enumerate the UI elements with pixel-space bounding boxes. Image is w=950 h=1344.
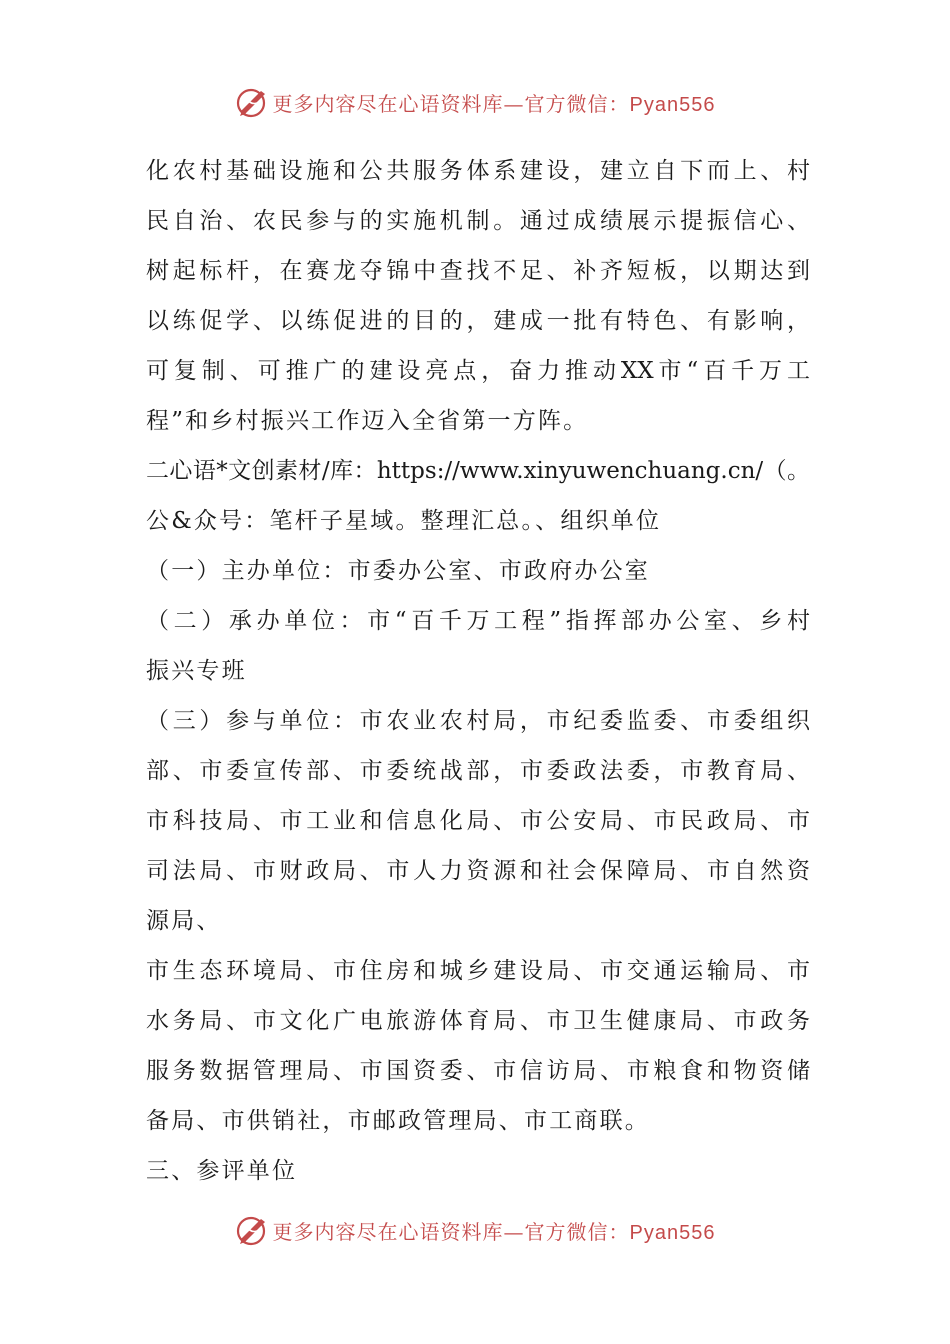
body-line: 源局、 [146,908,222,934]
body-line: 备局、市供销社，市邮政管理局、市工商联。 [146,1108,650,1134]
banner-text: 更多内容尽在心语资料库—官方微信：Pyan556 [272,91,716,116]
pen-seal-icon [235,1213,269,1247]
body-line: 市科技局、市工业和信息化局、市公安局、市民政局、市 [146,808,810,834]
banner-text: 更多内容尽在心语资料库—官方微信：Pyan556 [272,1219,716,1244]
header-banner [0,82,950,122]
wechat-id: Pyan556 [629,93,716,116]
body-line: 公&众号：笔杆子星域。整理汇总。、组织单位 [146,508,662,534]
body-line: 程”和乡村振兴工作迈入全省第一方阵。 [146,408,589,434]
body-line: 民自治、农民参与的实施机制。通过成绩展示提振信心、 [146,208,810,234]
body-line: 服务数据管理局、市国资委、市信访局、市粮食和物资储 [146,1058,810,1084]
body-line: 二心语*文创素材/库：https://www.xinyuwenchuang.cn/（。 [146,458,810,484]
body-line: 司法局、市财政局、市人力资源和社会保障局、市自然资 [146,858,810,884]
section-heading: 三、参评单位 [146,1158,298,1184]
body-line: （一）主办单位：市委办公室、市政府办公室 [146,558,650,584]
pen-seal-icon [235,85,269,119]
body-line: 市生态环境局、市住房和城乡建设局、市交通运输局、市 [146,958,810,984]
body-line: 化农村基础设施和公共服务体系建设，建立自下而上、村 [146,158,810,184]
body-line: 振兴专班 [146,658,247,684]
wechat-id: Pyan556 [629,1221,716,1244]
body-line: 可复制、可推广的建设亮点，奋力推动XX市“百千万工 [146,358,810,384]
body-line: 部、市委宣传部、市委统战部，市委政法委，市教育局、 [146,758,810,784]
body-line: 树起标杆，在赛龙夺锦中查找不足、补齐短板，以期达到 [146,258,810,284]
body-line: （二）承办单位：市“百千万工程”指挥部办公室、乡村 [146,608,810,634]
document-body [146,146,810,1196]
body-line: （三）参与单位：市农业农村局，市纪委监委、市委组织 [146,708,810,734]
footer-banner [0,1210,950,1250]
body-line: 水务局、市文化广电旅游体育局、市卫生健康局、市政务 [146,1008,810,1034]
body-line: 以练促学、以练促进的目的，建成一批有特色、有影响， [146,308,810,334]
